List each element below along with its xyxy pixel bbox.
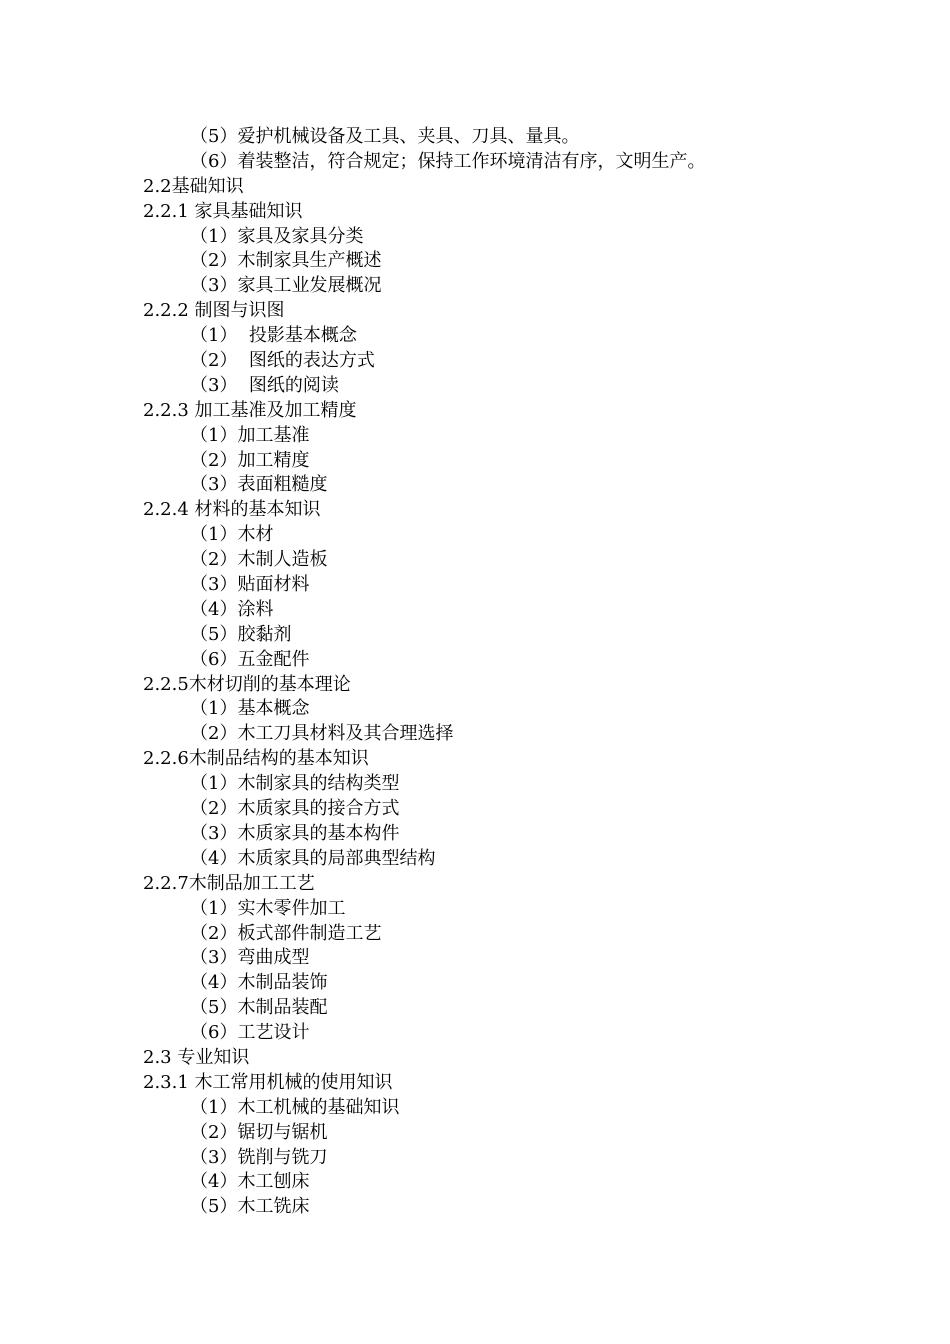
list-item: （3）木质家具的基本构件 [190,822,400,844]
section-heading: 2.2.1 家具基础知识 [143,200,303,222]
section-heading: 2.3.1 木工常用机械的使用知识 [143,1071,393,1093]
list-item: （2）加工精度 [190,449,310,471]
list-item: （5）木制品装配 [190,997,328,1019]
list-item: （2）锯切与锯机 [190,1121,328,1143]
list-item: （6）工艺设计 [190,1022,310,1044]
list-item: （2） 图纸的表达方式 [190,350,375,372]
document-body [0,125,950,1220]
section-heading: 2.2.6木制品结构的基本知识 [143,748,369,770]
section-heading: 2.2.3 加工基准及加工精度 [143,399,357,421]
list-item: （2）木质家具的接合方式 [190,798,400,820]
list-item: （4）木制品装饰 [190,972,328,994]
list-item: （2）木制人造板 [190,549,328,571]
list-item: （3） 图纸的阅读 [190,374,339,396]
list-item: （1）基本概念 [190,698,310,720]
list-item: （2）板式部件制造工艺 [190,922,382,944]
list-item: （6）着装整洁，符合规定；保持工作环境清洁有序，文明生产。 [190,150,706,172]
list-item: （4）涂料 [190,598,274,620]
section-heading: 2.2.2 制图与识图 [143,300,285,322]
section-heading: 2.2.5木材切削的基本理论 [143,673,351,695]
list-item: （2）木制家具生产概述 [190,250,382,272]
list-item: （3）表面粗糙度 [190,474,328,496]
list-item: （4）木工刨床 [190,1171,310,1193]
list-item: （5）木工铣床 [190,1196,310,1218]
section-heading: 2.3 专业知识 [143,1046,250,1068]
list-item: （1）家具及家具分类 [190,225,364,247]
section-heading: 2.2基础知识 [143,175,244,197]
list-item: （1）木材 [190,524,274,546]
list-item: （3）弯曲成型 [190,947,310,969]
section-heading: 2.2.4 材料的基本知识 [143,499,321,521]
list-item: （6）五金配件 [190,648,310,670]
list-item: （3）铣削与铣刀 [190,1146,328,1168]
list-item: （3）贴面材料 [190,574,310,596]
list-item: （4）木质家具的局部典型结构 [190,847,436,869]
list-item: （2）木工刀具材料及其合理选择 [190,723,454,745]
list-item: （1）木工机械的基础知识 [190,1096,400,1118]
list-item: （5）爱护机械设备及工具、夹具、刀具、量具。 [190,126,580,147]
list-item: （1）加工基准 [190,424,310,446]
list-item: （1）实木零件加工 [190,897,346,919]
list-item: （1）木制家具的结构类型 [190,773,400,795]
list-item: （1） 投影基本概念 [190,325,357,347]
list-item: （3）家具工业发展概况 [190,275,382,297]
list-item: （5）胶黏剂 [190,623,292,645]
section-heading: 2.2.7木制品加工工艺 [143,872,315,894]
